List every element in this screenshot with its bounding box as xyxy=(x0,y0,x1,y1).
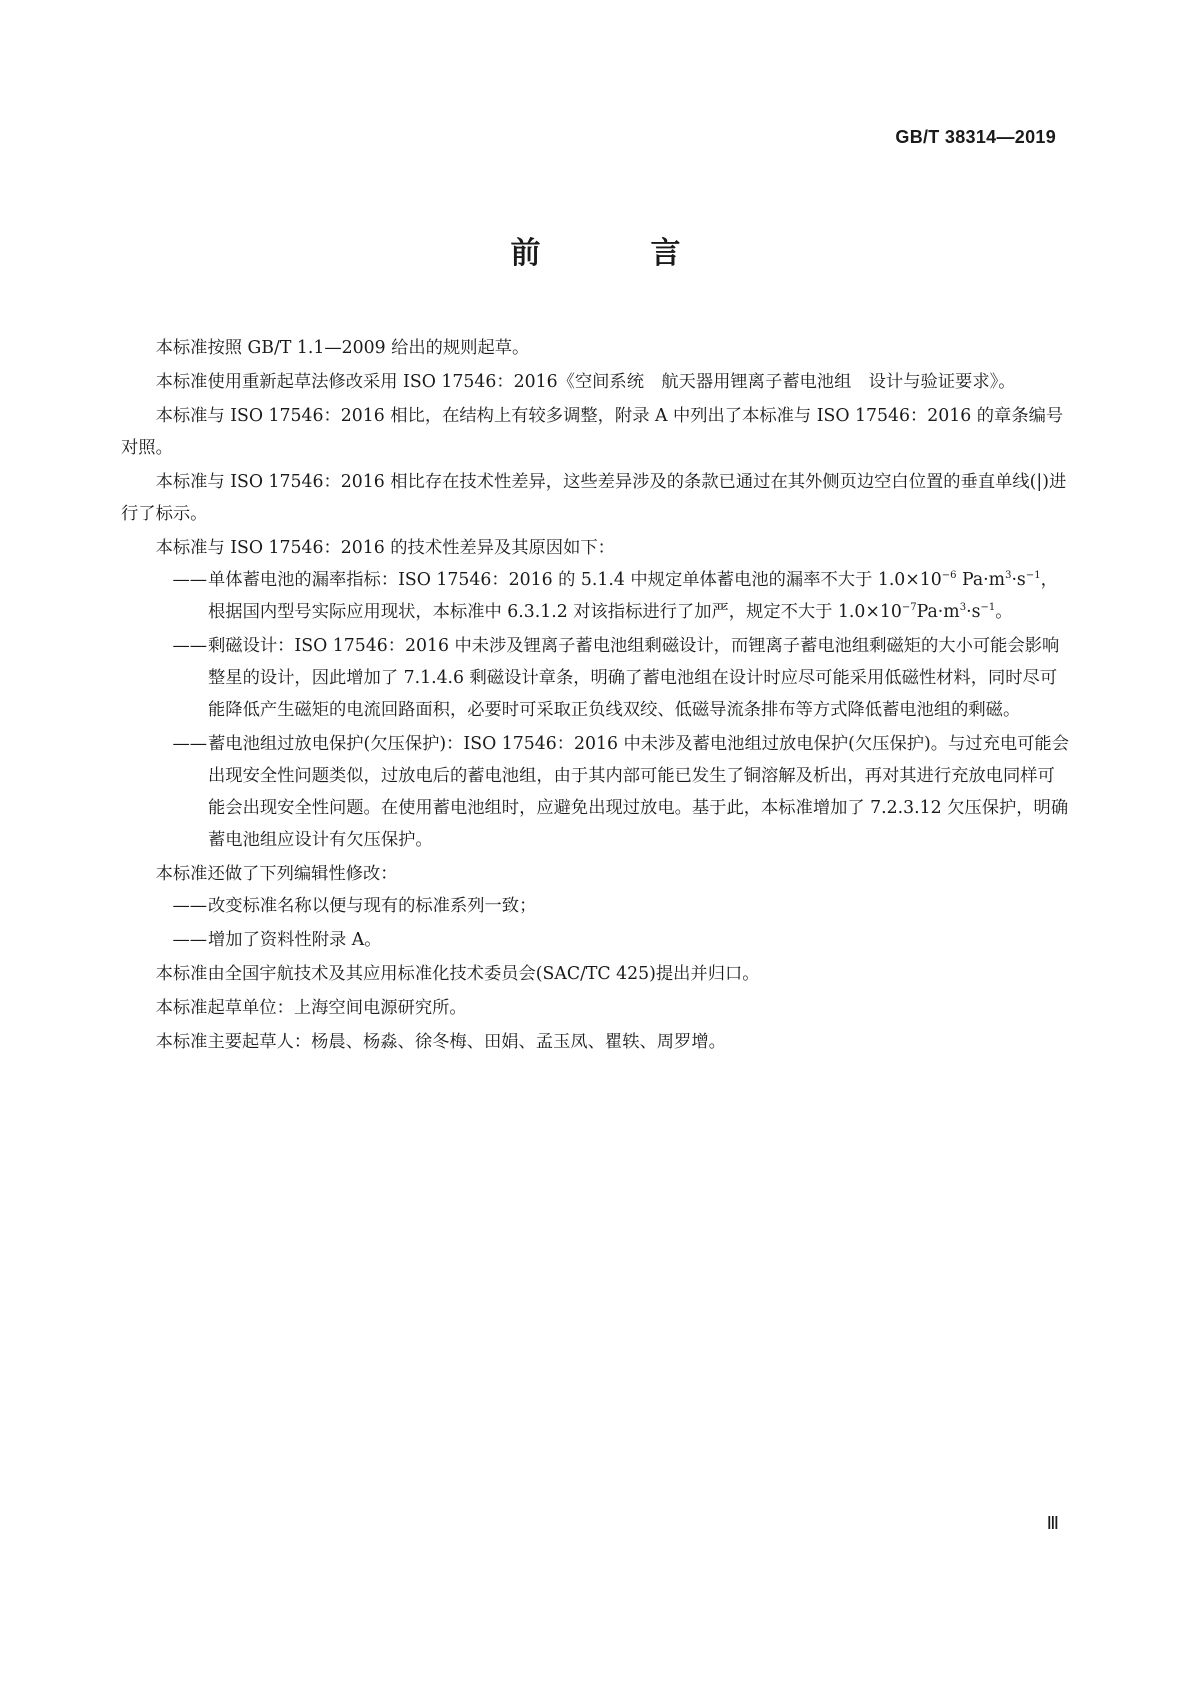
paragraph-editorial-intro: 本标准还做了下列编辑性修改： xyxy=(155,864,398,884)
paragraph-structure: 本标准与 ISO 17546：2016 相比，在结构上有较多调整，附录 A 中列出了本标准与 ISO 17546：2016 的章条编号对照。 xyxy=(121,406,1064,458)
paragraph-drafting-rules: 本标准按照 GB/T 1.1—2009 给出的规则起草。 xyxy=(155,338,530,358)
diff-item-text: 蓄电池组过放电保护(欠压保护)：ISO 17546：2016 中未涉及蓄电池组过放电保护(欠压保护)。与过充电可能会出现安全性问题类似，过放电后的蓄电池组，由于其内部可能已发生了铜溶解及析出，再对其进行充放电同样可能会出现安全性问题。在使用蓄电池组时，应避免出现过放电。基于此，本标准增加了 7.2.3.12 欠压保护，明确蓄电池组应设计有欠压保护。 xyxy=(208,734,1069,850)
list-dash: —— xyxy=(172,896,207,916)
standard-code: GB/T 38314—2019 xyxy=(895,127,1056,147)
paragraph-diff-intro: 本标准与 ISO 17546：2016 的技术性差异及其原因如下： xyxy=(155,538,615,558)
page-title: 前 言 xyxy=(510,236,721,271)
document-body xyxy=(121,332,1071,1060)
paragraph-adoption: 本标准使用重新起草法修改采用 ISO 17546：2016《空间系统 航天器用锂离子蓄电池组 设计与验证要求》。 xyxy=(155,372,1016,392)
list-dash: —— xyxy=(172,734,207,754)
diff-item-text: 单体蓄电池的漏率指标：ISO 17546：2016 的 5.1.4 中规定单体蓄电池的漏率不大于 $1.0\times 10^{-6}$ $Pa\cdot m^3\cdot s^{-1}$，根据国内型号实际应用现状，本标准中 6.3.1.2 对该指标进行了加严，规定不大于 $1.0\times 10^{-7}Pa\cdot m^3\cdot s^{-1}$。 xyxy=(208,570,1058,622)
diff-item-overdischarge xyxy=(121,728,1071,856)
list-dash: —— xyxy=(172,930,207,950)
diff-item-text: 剩磁设计：ISO 17546：2016 中未涉及锂离子蓄电池组剩磁设计，而锂离子蓄电池组剩磁矩的大小可能会影响整星的设计，因此增加了 7.1.4.6 剩磁设计章条，明确了蓄电池组在设计时应尽可能采用低磁性材料，同时尽可能降低产生磁矩的电流回路面积，必要时可采取正负线双绞、低磁导流条排布等方式降低蓄电池组的剩磁。 xyxy=(208,636,1060,720)
list-dash: —— xyxy=(172,636,207,656)
diff-item-leak-rate xyxy=(121,564,1071,628)
editorial-item-name xyxy=(121,890,1071,922)
paragraph-technical-diff: 本标准与 ISO 17546：2016 相比存在技术性差异，这些差异涉及的条款已通过在其外侧页边空白位置的垂直单线(|)进行了标示。 xyxy=(121,472,1067,524)
paragraph-drafters: 本标准主要起草人：杨晨、杨淼、徐冬梅、田娟、孟玉凤、瞿轶、周罗增。 xyxy=(155,1032,726,1052)
paragraph-drafting-unit: 本标准起草单位：上海空间电源研究所。 xyxy=(155,998,467,1018)
page-number: Ⅲ xyxy=(1046,1513,1059,1533)
editorial-item-text: 增加了资料性附录 A。 xyxy=(208,930,382,950)
diff-item-remanence xyxy=(121,630,1071,726)
editorial-item-text: 改变标准名称以便与现有的标准系列一致； xyxy=(208,896,537,916)
paragraph-proposer: 本标准由全国宇航技术及其应用标准化技术委员会(SAC/TC 425)提出并归口。 xyxy=(155,964,760,984)
list-dash: —— xyxy=(172,570,207,590)
editorial-item-annex xyxy=(121,924,1071,956)
